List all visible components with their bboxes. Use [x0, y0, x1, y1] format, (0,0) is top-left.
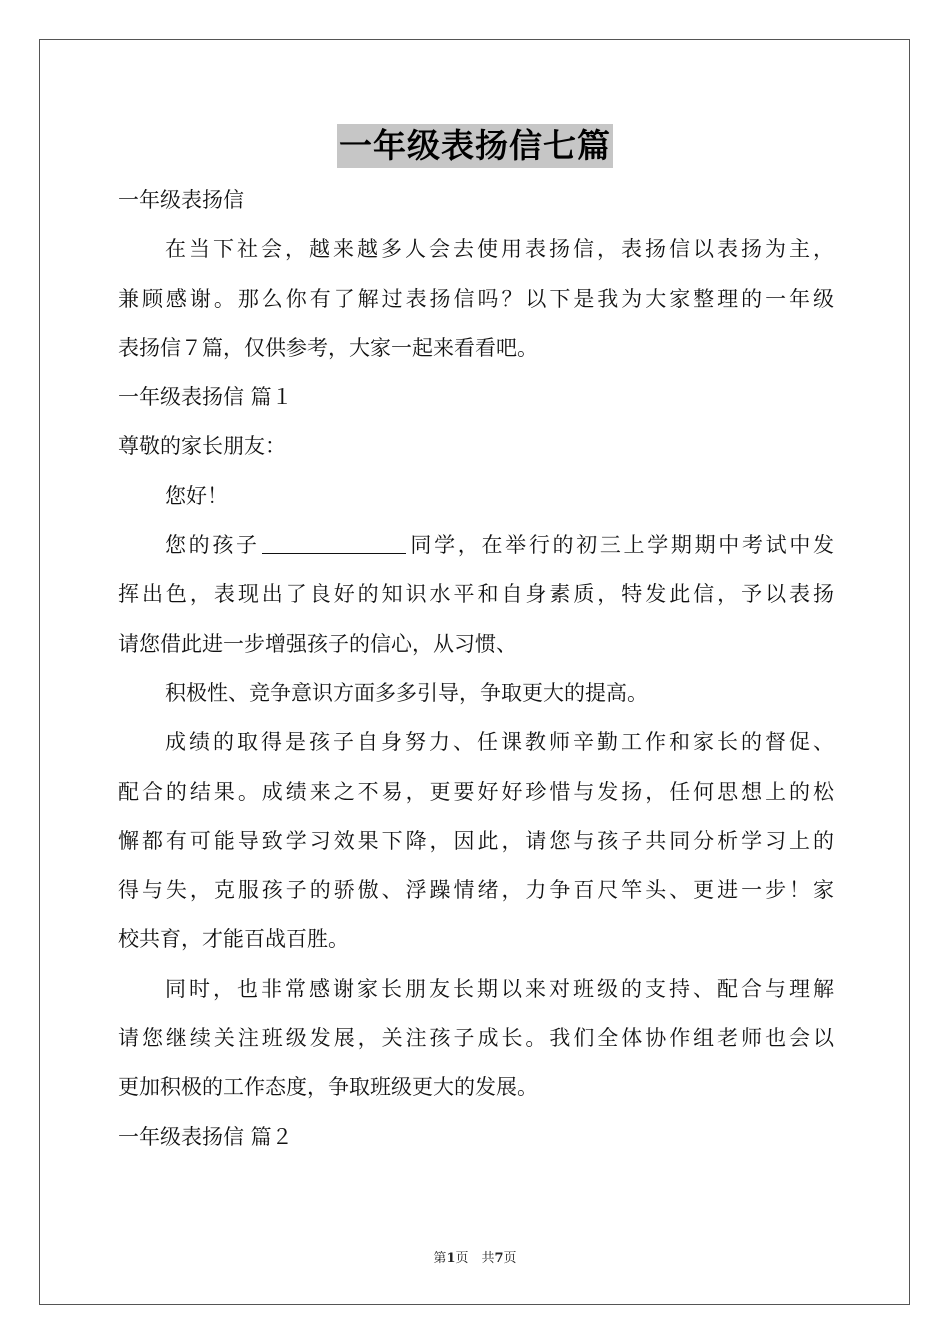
paragraph-line: 一年级表扬信 篇２	[118, 1124, 293, 1149]
footer-page-number: 1	[446, 1251, 456, 1266]
footer-prefix: 第	[433, 1251, 447, 1266]
page-footer	[0, 1247, 950, 1266]
paragraph-line: 尊敬的家长朋友：	[118, 434, 286, 459]
document-title: 一年级表扬信七篇	[337, 124, 613, 168]
paragraph-line: 一年级表扬信 篇１	[118, 385, 293, 410]
paragraph-line: 兼顾感谢。那么你有了解过表扬信吗？以下是我为大家整理的一年级	[118, 286, 834, 311]
document-body	[118, 176, 834, 1162]
paragraph-line: 成绩的取得是孩子自身努力、任课教师辛勤工作和家长的督促、	[165, 730, 834, 755]
footer-total-pages: 7	[494, 1251, 504, 1266]
paragraph-line: 请您继续关注班级发展，关注孩子成长。我们全体协作组老师也会以	[118, 1026, 834, 1051]
paragraph-line: 一年级表扬信	[118, 188, 244, 212]
paragraph-line: 更加积极的工作态度，争取班级更大的发展。	[118, 1075, 538, 1100]
paragraph-line: 同时，也非常感谢家长朋友长期以来对班级的支持、配合与理解	[165, 976, 834, 1001]
paragraph-line: 校共育，才能百战百胜。	[118, 927, 349, 952]
paragraph-line: 您好！	[165, 483, 228, 508]
footer-middle: 页 共	[455, 1251, 495, 1266]
paragraph-line: 表扬信７篇，仅供参考，大家一起来看看吧。	[118, 335, 538, 360]
paragraph-line: 得与失，克服孩子的骄傲、浮躁情绪，力争百尺竿头、更进一步！家	[118, 878, 834, 903]
paragraph-line: 懈都有可能导致学习效果下降，因此，请您与孩子共同分析学习上的	[118, 828, 834, 853]
footer-suffix: 页	[503, 1251, 517, 1266]
paragraph-line: 配合的结果。成绩来之不易，更要好好珍惜与发扬，任何思想上的松	[118, 779, 834, 804]
paragraph-line: 在当下社会，越来越多人会去使用表扬信，表扬信以表扬为主，	[165, 237, 834, 262]
text-before-blank: 您的孩子	[165, 533, 260, 558]
paragraph-line: 挥出色，表现出了良好的知识水平和自身素质，特发此信，予以表扬	[118, 582, 834, 607]
text-after-blank: 同学，在举行的初三上学期期中考试中发	[407, 533, 834, 558]
title-container	[0, 124, 950, 168]
paragraph-line-blank	[118, 521, 834, 570]
paragraph-line: 积极性、竞争意识方面多多引导，争取更大的提高。	[165, 680, 648, 705]
paragraph-line: 请您借此进一步增强孩子的信心，从习惯、	[118, 631, 517, 656]
name-blank-underline	[262, 533, 406, 554]
